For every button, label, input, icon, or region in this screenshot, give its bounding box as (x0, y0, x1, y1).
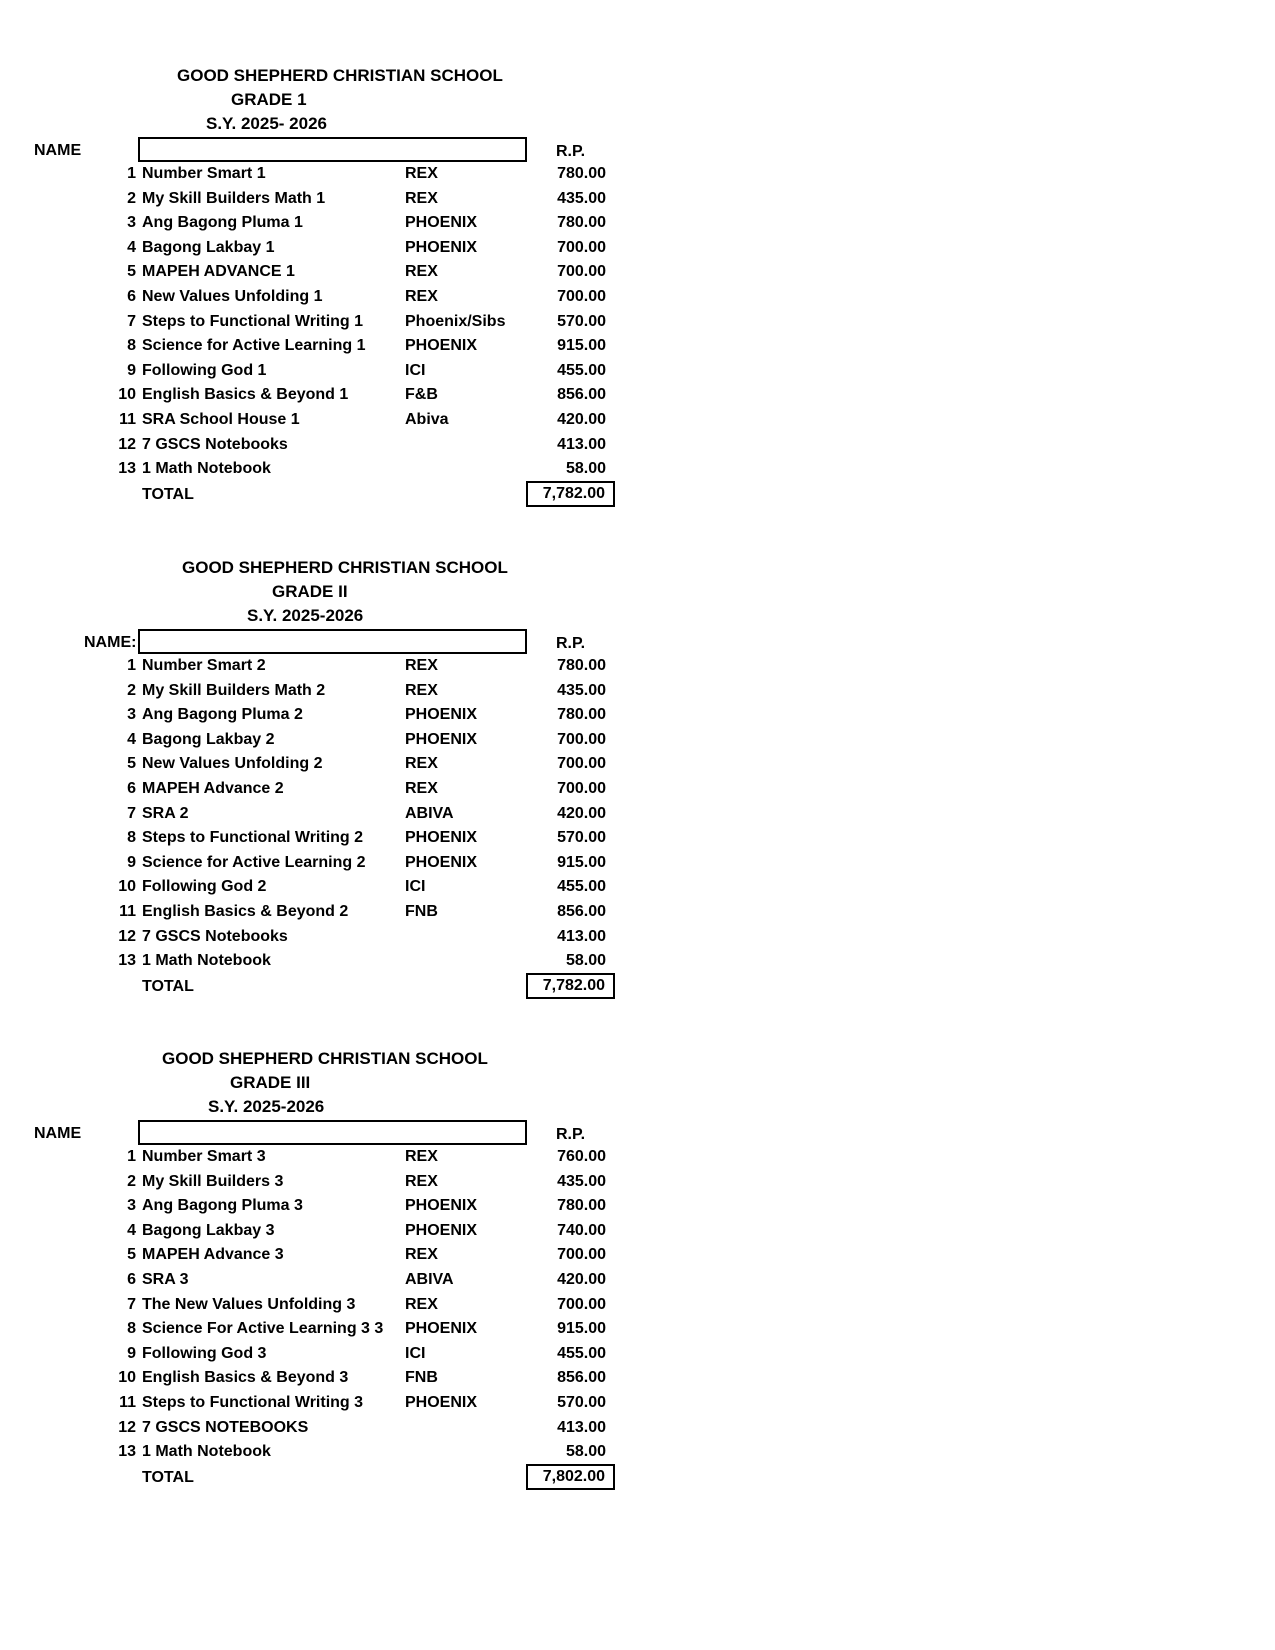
item-number: 10 (118, 1369, 136, 1387)
book-title: English Basics & Beyond 2 (142, 903, 349, 920)
price: 435.00 (557, 681, 606, 699)
publisher: REX (405, 1295, 438, 1313)
price: 58.00 (565, 1443, 606, 1461)
price: 915.00 (557, 1320, 606, 1338)
item-number: 8 (127, 829, 136, 847)
list-item (0, 655, 640, 680)
list-item (0, 1294, 640, 1319)
book-title: 1 Math Notebook (142, 460, 271, 478)
book-title: Following God 1 (142, 361, 267, 379)
grade-title: GRADE II (272, 582, 348, 601)
book-title: Bagong Lakbay 2 (142, 730, 275, 748)
list-item (0, 188, 640, 213)
name-label: NAME (34, 142, 82, 159)
price: 780.00 (557, 706, 606, 724)
price: 915.00 (557, 853, 606, 871)
total-label: TOTAL (142, 486, 194, 503)
book-title: SRA School House 1 (142, 411, 300, 428)
price: 700.00 (557, 1246, 606, 1264)
item-number: 6 (127, 1271, 136, 1288)
book-title: Number Smart 2 (142, 657, 266, 674)
list-item (0, 827, 640, 852)
list-item (0, 212, 640, 237)
publisher: PHOENIX (405, 1320, 478, 1338)
list-item (0, 803, 640, 828)
item-number: 4 (127, 730, 136, 748)
price: 570.00 (557, 829, 606, 847)
item-number: 1 (127, 657, 136, 674)
list-item (0, 1367, 640, 1392)
price: 740.00 (557, 1221, 606, 1239)
price: 435.00 (557, 189, 606, 207)
list-item (0, 286, 640, 311)
book-title: 1 Math Notebook (142, 952, 271, 970)
publisher: PHOENIX (405, 853, 478, 871)
book-title: Number Smart 3 (142, 1148, 266, 1165)
item-number: 6 (127, 288, 136, 305)
book-title: 1 Math Notebook (142, 1443, 271, 1461)
publisher: F&B (405, 386, 438, 404)
item-number: 7 (127, 312, 136, 330)
price: 780.00 (557, 657, 606, 674)
publisher: PHOENIX (405, 1197, 478, 1215)
publisher: REX (405, 189, 438, 207)
school-name: GOOD SHEPHERD CHRISTIAN SCHOOL (182, 558, 508, 577)
publisher: REX (405, 1172, 438, 1190)
school-year: S.Y. 2025- 2026 (206, 114, 327, 133)
publisher: REX (405, 1246, 438, 1264)
price: 413.00 (557, 435, 606, 453)
total-amount: 7,782.00 (526, 973, 615, 999)
total-amount: 7,782.00 (526, 481, 615, 507)
book-title: SRA 2 (142, 804, 189, 822)
price: 780.00 (557, 1197, 606, 1215)
item-number: 4 (127, 238, 136, 256)
booklist-grade-1 (0, 64, 680, 504)
list-item (0, 926, 640, 951)
publisher: PHOENIX (405, 238, 478, 256)
list-item (0, 753, 640, 778)
total-label: TOTAL (142, 1469, 194, 1486)
total-label: TOTAL (142, 978, 194, 995)
item-number: 7 (127, 804, 136, 822)
list-item (0, 950, 640, 975)
name-field[interactable] (138, 137, 527, 162)
item-number: 10 (118, 878, 136, 896)
list-item (0, 1171, 640, 1196)
item-number: 12 (118, 1418, 136, 1436)
book-title: MAPEH Advance 2 (142, 780, 284, 797)
book-title: SRA 3 (142, 1271, 189, 1288)
price: 420.00 (557, 804, 606, 822)
item-number: 9 (127, 361, 136, 379)
publisher: ABIVA (405, 804, 454, 822)
book-title: 7 GSCS NOTEBOOKS (142, 1418, 309, 1436)
item-number: 8 (127, 1320, 136, 1338)
book-title: Following God 3 (142, 1344, 267, 1362)
item-number: 13 (118, 1443, 136, 1461)
item-number: 9 (127, 853, 136, 871)
publisher: REX (405, 755, 438, 773)
item-number: 13 (118, 952, 136, 970)
list-item (0, 335, 640, 360)
school-name: GOOD SHEPHERD CHRISTIAN SCHOOL (177, 66, 503, 85)
list-item (0, 1318, 640, 1343)
book-title: New Values Unfolding 2 (142, 755, 323, 773)
item-number: 3 (127, 214, 136, 232)
grade-title: GRADE III (230, 1073, 311, 1092)
list-item (0, 876, 640, 901)
list-item (0, 1441, 640, 1466)
price: 915.00 (557, 337, 606, 355)
list-item (0, 409, 640, 434)
publisher: ICI (405, 878, 426, 896)
item-number: 11 (119, 1394, 136, 1411)
item-number: 13 (118, 460, 136, 478)
name-field[interactable] (138, 629, 527, 654)
publisher: ICI (405, 361, 426, 379)
list-item (0, 1195, 640, 1220)
book-title: English Basics & Beyond 3 (142, 1369, 349, 1387)
list-item (0, 237, 640, 262)
book-title: MAPEH ADVANCE 1 (142, 263, 295, 281)
list-item (0, 458, 640, 483)
item-number: 8 (127, 337, 136, 355)
item-number: 5 (127, 263, 136, 281)
price: 700.00 (557, 755, 606, 773)
list-item (0, 901, 640, 926)
list-item (0, 680, 640, 705)
item-number: 11 (119, 411, 136, 428)
price: 700.00 (557, 1295, 606, 1313)
price: 455.00 (557, 878, 606, 896)
publisher: PHOENIX (405, 706, 478, 724)
price: 760.00 (557, 1148, 606, 1165)
list-item (0, 852, 640, 877)
publisher: REX (405, 1148, 438, 1165)
price: 570.00 (557, 1394, 606, 1411)
book-title: Steps to Functional Writing 2 (142, 829, 364, 847)
list-item (0, 1146, 640, 1171)
item-number: 3 (127, 1197, 136, 1215)
list-item (0, 729, 640, 754)
book-title: MAPEH Advance 3 (142, 1246, 284, 1264)
list-item (0, 1417, 640, 1442)
price: 780.00 (557, 165, 606, 182)
book-title: Science for Active Learning 2 (142, 853, 366, 871)
book-title: 7 GSCS Notebooks (142, 927, 288, 945)
item-number: 12 (118, 927, 136, 945)
item-number: 12 (118, 435, 136, 453)
book-title: New Values Unfolding 1 (142, 288, 323, 305)
rp-header: R.P. (556, 143, 586, 160)
list-item (0, 261, 640, 286)
publisher: Phoenix/Sibs (405, 312, 506, 330)
item-number: 4 (127, 1221, 136, 1239)
book-title: Ang Bagong Pluma 2 (142, 706, 303, 724)
book-title: Bagong Lakbay 1 (142, 238, 275, 256)
price: 856.00 (557, 903, 606, 920)
book-title: Science for Active Learning 1 (142, 337, 366, 355)
item-number: 10 (118, 386, 136, 404)
school-name: GOOD SHEPHERD CHRISTIAN SCHOOL (162, 1049, 488, 1068)
price: 58.00 (565, 952, 606, 970)
publisher: Abiva (405, 411, 449, 428)
book-title: My Skill Builders Math 2 (142, 681, 326, 699)
item-number: 7 (127, 1295, 136, 1313)
price: 700.00 (557, 780, 606, 797)
book-title: Steps to Functional Writing 1 (142, 312, 364, 330)
list-item (0, 1220, 640, 1245)
item-number: 5 (127, 1246, 136, 1264)
book-title: Steps to Functional Writing 3 (142, 1394, 364, 1411)
price: 856.00 (557, 386, 606, 404)
book-title: Ang Bagong Pluma 3 (142, 1197, 303, 1215)
item-number: 5 (127, 755, 136, 773)
price: 700.00 (557, 238, 606, 256)
grade-title: GRADE 1 (231, 90, 307, 109)
list-item (0, 360, 640, 385)
price: 413.00 (557, 927, 606, 945)
publisher: PHOENIX (405, 730, 478, 748)
name-label: NAME: (84, 634, 137, 651)
item-number: 1 (127, 165, 136, 182)
publisher: PHOENIX (405, 214, 478, 232)
publisher: PHOENIX (405, 829, 478, 847)
price: 455.00 (557, 361, 606, 379)
book-title: Number Smart 1 (142, 165, 266, 182)
booklist-grade-3 (0, 1047, 680, 1487)
item-number: 2 (127, 189, 136, 207)
list-item (0, 778, 640, 803)
book-title: My Skill Builders Math 1 (142, 189, 326, 207)
book-title: Science For Active Learning 3 3 (142, 1320, 384, 1338)
list-item (0, 704, 640, 729)
price: 420.00 (557, 1271, 606, 1288)
price: 780.00 (557, 214, 606, 232)
item-number: 6 (127, 780, 136, 797)
item-number: 2 (127, 1172, 136, 1190)
item-number: 9 (127, 1344, 136, 1362)
publisher: REX (405, 288, 438, 305)
list-item (0, 1343, 640, 1368)
booklist-grade-2 (0, 556, 680, 996)
price: 570.00 (557, 312, 606, 330)
name-field[interactable] (138, 1120, 527, 1145)
price: 700.00 (557, 288, 606, 305)
book-title: My Skill Builders 3 (142, 1172, 284, 1190)
rp-header: R.P. (556, 635, 586, 652)
list-item (0, 384, 640, 409)
publisher: FNB (405, 1369, 438, 1387)
book-title: Bagong Lakbay 3 (142, 1221, 275, 1239)
publisher: ABIVA (405, 1271, 454, 1288)
book-title: The New Values Unfolding 3 (142, 1295, 356, 1313)
publisher: REX (405, 263, 438, 281)
item-number: 11 (119, 903, 136, 920)
publisher: REX (405, 780, 438, 797)
list-item (0, 163, 640, 188)
publisher: REX (405, 165, 438, 182)
list-item (0, 1269, 640, 1294)
book-title: 7 GSCS Notebooks (142, 435, 288, 453)
list-item (0, 1244, 640, 1269)
list-item (0, 1392, 640, 1417)
publisher: REX (405, 657, 438, 674)
book-title: English Basics & Beyond 1 (142, 386, 349, 404)
publisher: FNB (405, 903, 438, 920)
price: 700.00 (557, 263, 606, 281)
price: 455.00 (557, 1344, 606, 1362)
publisher: PHOENIX (405, 1221, 478, 1239)
item-number: 2 (127, 681, 136, 699)
name-label: NAME (34, 1125, 82, 1142)
total-amount: 7,802.00 (526, 1464, 615, 1490)
price: 420.00 (557, 411, 606, 428)
book-title: Ang Bagong Pluma 1 (142, 214, 303, 232)
price: 856.00 (557, 1369, 606, 1387)
list-item (0, 434, 640, 459)
item-number: 1 (127, 1148, 136, 1165)
publisher: PHOENIX (405, 337, 478, 355)
price: 413.00 (557, 1418, 606, 1436)
publisher: PHOENIX (405, 1394, 478, 1411)
price: 435.00 (557, 1172, 606, 1190)
list-item (0, 311, 640, 336)
school-year: S.Y. 2025-2026 (208, 1097, 325, 1116)
price: 700.00 (557, 730, 606, 748)
rp-header: R.P. (556, 1126, 586, 1143)
item-number: 3 (127, 706, 136, 724)
publisher: REX (405, 681, 438, 699)
publisher: ICI (405, 1344, 426, 1362)
school-year: S.Y. 2025-2026 (247, 606, 364, 625)
book-title: Following God 2 (142, 878, 267, 896)
price: 58.00 (565, 460, 606, 478)
